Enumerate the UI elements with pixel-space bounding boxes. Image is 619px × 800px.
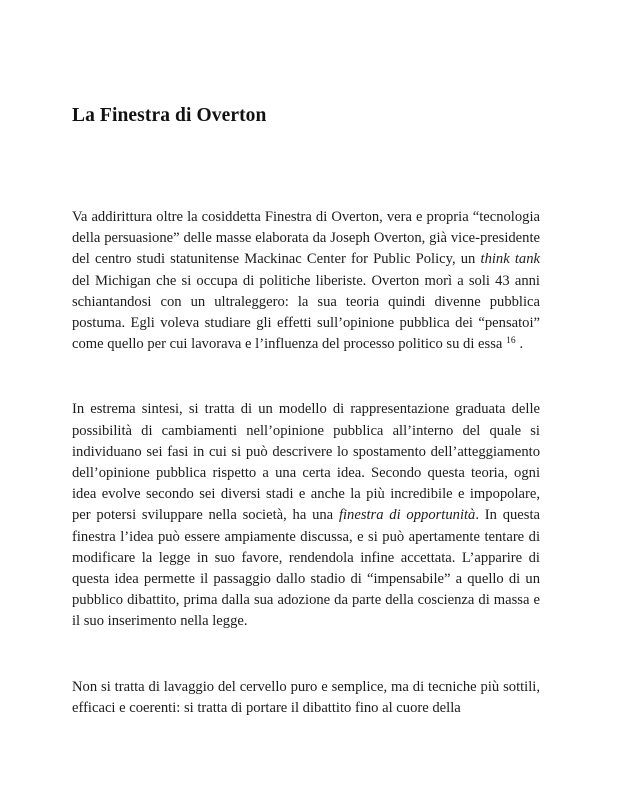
footnote-reference-16[interactable]: 16	[506, 336, 516, 347]
paragraph-1	[72, 207, 540, 355]
paragraph-2-italic-finestra-di-opportunita: finestra di opportunità	[338, 507, 476, 524]
paragraph-3	[72, 677, 540, 719]
paragraph-1-text-c: .	[515, 336, 524, 353]
paragraph-1-text-a: Va addirittura oltre la cosiddetta Finestra di Overton, vera e propria “tecnologia della persuasione” delle masse elaborata da Joseph Overton, già vice-presidente del centro studi statunitense Mackinac Center for Public Policy, un	[72, 209, 540, 268]
paragraph-1-italic-think-tank: think tank	[480, 251, 540, 268]
paragraph-2-text-b: . In questa finestra l’idea può essere ampiamente discussa, e si può apertamente tentare di modificare la legge in suo favore, rendendola infine accettata. L’apparire di questa idea permette il passaggio dallo stadio di “impensabile” a quello di un pubblico dibattito, prima dalla sua adozione da parte della coscienza di massa e il suo inserimento nella legge.	[72, 507, 540, 630]
page-content-column	[72, 0, 540, 719]
paragraph-2	[72, 399, 540, 632]
page-title: La Finestra di Overton	[72, 105, 267, 126]
paragraph-2-text-a: In estrema sintesi, si tratta di un modello di rappresentazione graduata delle possibilità di cambiamenti nell’opinione pubblica all’interno del quale si individuano sei fasi in cui si può descrivere lo spostamento dell’atteggiamento dell’opinione pubblica rispetto a una certa idea. Secondo questa teoria, ogni idea evolve secondo sei diversi stadi e anche la più incredibile e impopolare, per potersi sviluppare nella società, ha una	[72, 401, 540, 524]
paragraph-1-text-b: del Michigan che si occupa di politiche liberiste. Overton morì a soli 43 anni schiantandosi con un ultraleggero: la sua teoria quindi divenne pubblica postuma. Egli voleva studiare gli effetti sull’opinione pubblica dei “pensatoi” come quello per cui lavorava e l’influenza del processo politico su di essa	[72, 272, 540, 353]
paragraph-3-text-a: Non si tratta di lavaggio del cervello puro e semplice, ma di tecniche più sottili, efficaci e coerenti: si tratta di portare il dibattito fino al cuore della	[72, 678, 540, 716]
